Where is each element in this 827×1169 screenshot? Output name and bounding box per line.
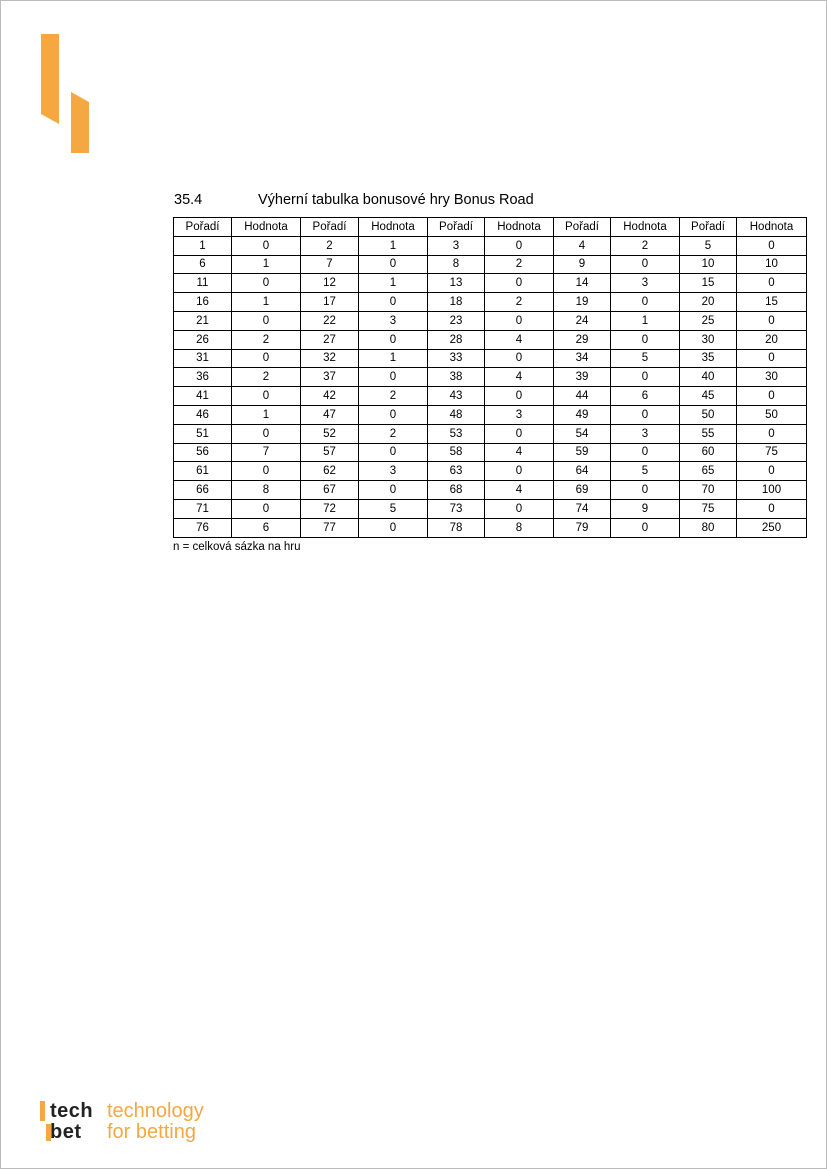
cell-hodnota: 3 [359, 311, 428, 330]
section-heading [174, 192, 534, 208]
cell-poradi: 53 [428, 424, 485, 443]
header-hodnota: Hodnota [737, 218, 807, 237]
cell-poradi: 26 [174, 330, 232, 349]
header-hodnota: Hodnota [359, 218, 428, 237]
cell-hodnota: 5 [611, 462, 680, 481]
cell-poradi: 42 [301, 387, 359, 406]
cell-hodnota: 0 [359, 443, 428, 462]
cell-hodnota: 0 [485, 236, 554, 255]
cell-hodnota: 9 [611, 499, 680, 518]
cell-hodnota: 15 [737, 293, 807, 312]
cell-hodnota: 4 [485, 443, 554, 462]
cell-hodnota: 0 [232, 387, 301, 406]
cell-poradi: 63 [428, 462, 485, 481]
cell-hodnota: 0 [611, 368, 680, 387]
cell-hodnota: 10 [737, 255, 807, 274]
header-poradi: Pořadí [428, 218, 485, 237]
cell-poradi: 21 [174, 311, 232, 330]
cell-hodnota: 1 [359, 236, 428, 255]
cell-hodnota: 5 [359, 499, 428, 518]
table-row [174, 349, 807, 368]
table-row [174, 518, 807, 537]
cell-poradi: 39 [554, 368, 611, 387]
cell-poradi: 67 [301, 481, 359, 500]
cell-poradi: 20 [680, 293, 737, 312]
cell-hodnota: 0 [232, 311, 301, 330]
cell-hodnota: 5 [611, 349, 680, 368]
cell-hodnota: 0 [485, 424, 554, 443]
cell-hodnota: 0 [737, 387, 807, 406]
cell-hodnota: 2 [232, 330, 301, 349]
cell-poradi: 15 [680, 274, 737, 293]
cell-poradi: 80 [680, 518, 737, 537]
cell-hodnota: 0 [232, 462, 301, 481]
cell-hodnota: 3 [359, 462, 428, 481]
cell-poradi: 13 [428, 274, 485, 293]
cell-poradi: 59 [554, 443, 611, 462]
cell-poradi: 25 [680, 311, 737, 330]
cell-hodnota: 6 [232, 518, 301, 537]
cell-hodnota: 1 [611, 311, 680, 330]
table-row [174, 368, 807, 387]
header-hodnota: Hodnota [611, 218, 680, 237]
cell-poradi: 75 [680, 499, 737, 518]
cell-poradi: 6 [174, 255, 232, 274]
cell-poradi: 45 [680, 387, 737, 406]
table-row [174, 387, 807, 406]
section-title: Výherní tabulka bonusové hry Bonus Road [258, 192, 534, 208]
cell-hodnota: 3 [485, 405, 554, 424]
logo-tagline-1: technology [107, 1100, 204, 1122]
cell-hodnota: 6 [611, 387, 680, 406]
table-row [174, 255, 807, 274]
cell-poradi: 61 [174, 462, 232, 481]
cell-poradi: 35 [680, 349, 737, 368]
cell-hodnota: 4 [485, 368, 554, 387]
cell-poradi: 31 [174, 349, 232, 368]
cell-poradi: 68 [428, 481, 485, 500]
cell-hodnota: 1 [232, 293, 301, 312]
cell-poradi: 33 [428, 349, 485, 368]
logo-bar-icon [40, 1101, 45, 1121]
cell-hodnota: 4 [485, 481, 554, 500]
cell-poradi: 14 [554, 274, 611, 293]
cell-hodnota: 0 [611, 405, 680, 424]
cell-hodnota: 1 [359, 274, 428, 293]
cell-hodnota: 0 [359, 255, 428, 274]
cell-hodnota: 0 [232, 424, 301, 443]
cell-hodnota: 0 [611, 443, 680, 462]
cell-hodnota: 8 [232, 481, 301, 500]
cell-poradi: 46 [174, 405, 232, 424]
cell-poradi: 23 [428, 311, 485, 330]
table-row [174, 274, 807, 293]
cell-poradi: 47 [301, 405, 359, 424]
table-row [174, 424, 807, 443]
logo-word-tech: tech [50, 1100, 94, 1122]
cell-hodnota: 2 [485, 293, 554, 312]
cell-poradi: 11 [174, 274, 232, 293]
cell-hodnota: 0 [485, 311, 554, 330]
cell-poradi: 2 [301, 236, 359, 255]
cell-hodnota: 4 [485, 330, 554, 349]
header-poradi: Pořadí [554, 218, 611, 237]
cell-hodnota: 20 [737, 330, 807, 349]
cell-poradi: 57 [301, 443, 359, 462]
cell-hodnota: 250 [737, 518, 807, 537]
cell-hodnota: 0 [737, 236, 807, 255]
cell-poradi: 30 [680, 330, 737, 349]
header-hodnota: Hodnota [232, 218, 301, 237]
cell-hodnota: 1 [232, 255, 301, 274]
cell-poradi: 32 [301, 349, 359, 368]
table-note: n = celková sázka na hru [173, 541, 301, 553]
table-row [174, 462, 807, 481]
cell-hodnota: 0 [359, 368, 428, 387]
cell-poradi: 72 [301, 499, 359, 518]
cell-poradi: 74 [554, 499, 611, 518]
cell-hodnota: 7 [232, 443, 301, 462]
cell-poradi: 73 [428, 499, 485, 518]
cell-hodnota: 3 [611, 424, 680, 443]
header-hodnota: Hodnota [485, 218, 554, 237]
table-row [174, 405, 807, 424]
cell-poradi: 27 [301, 330, 359, 349]
table-header-row [174, 218, 807, 237]
table-row [174, 311, 807, 330]
cell-hodnota: 0 [737, 274, 807, 293]
cell-hodnota: 0 [737, 349, 807, 368]
cell-hodnota: 75 [737, 443, 807, 462]
logo-word-bet: bet [50, 1121, 82, 1143]
cell-poradi: 40 [680, 368, 737, 387]
cell-hodnota: 0 [359, 518, 428, 537]
cell-poradi: 51 [174, 424, 232, 443]
brand-logo-mark [38, 32, 94, 156]
payout-table [173, 217, 807, 538]
cell-poradi: 17 [301, 293, 359, 312]
cell-poradi: 38 [428, 368, 485, 387]
cell-poradi: 76 [174, 518, 232, 537]
cell-hodnota: 2 [359, 424, 428, 443]
cell-poradi: 43 [428, 387, 485, 406]
cell-hodnota: 0 [737, 311, 807, 330]
cell-hodnota: 0 [359, 330, 428, 349]
cell-poradi: 3 [428, 236, 485, 255]
cell-hodnota: 0 [485, 462, 554, 481]
cell-hodnota: 0 [485, 274, 554, 293]
cell-poradi: 5 [680, 236, 737, 255]
cell-hodnota: 8 [485, 518, 554, 537]
cell-hodnota: 0 [232, 236, 301, 255]
table-row [174, 443, 807, 462]
cell-hodnota: 50 [737, 405, 807, 424]
cell-poradi: 4 [554, 236, 611, 255]
cell-poradi: 34 [554, 349, 611, 368]
table-row [174, 499, 807, 518]
cell-poradi: 19 [554, 293, 611, 312]
cell-poradi: 10 [680, 255, 737, 274]
logo-tagline-2: for betting [107, 1121, 196, 1143]
table-row [174, 293, 807, 312]
cell-hodnota: 0 [232, 349, 301, 368]
cell-poradi: 28 [428, 330, 485, 349]
cell-poradi: 71 [174, 499, 232, 518]
cell-poradi: 24 [554, 311, 611, 330]
cell-hodnota: 0 [737, 499, 807, 518]
cell-hodnota: 0 [232, 499, 301, 518]
cell-poradi: 18 [428, 293, 485, 312]
cell-poradi: 78 [428, 518, 485, 537]
cell-hodnota: 0 [485, 499, 554, 518]
cell-poradi: 48 [428, 405, 485, 424]
cell-hodnota: 2 [485, 255, 554, 274]
cell-poradi: 9 [554, 255, 611, 274]
cell-hodnota: 0 [485, 349, 554, 368]
cell-poradi: 29 [554, 330, 611, 349]
header-poradi: Pořadí [174, 218, 232, 237]
cell-poradi: 54 [554, 424, 611, 443]
cell-poradi: 44 [554, 387, 611, 406]
table-row [174, 330, 807, 349]
table-row [174, 481, 807, 500]
cell-hodnota: 0 [359, 293, 428, 312]
cell-hodnota: 100 [737, 481, 807, 500]
cell-poradi: 41 [174, 387, 232, 406]
cell-poradi: 60 [680, 443, 737, 462]
section-number: 35.4 [174, 192, 203, 208]
cell-poradi: 8 [428, 255, 485, 274]
cell-poradi: 1 [174, 236, 232, 255]
cell-hodnota: 0 [611, 481, 680, 500]
cell-hodnota: 0 [359, 405, 428, 424]
cell-hodnota: 0 [611, 255, 680, 274]
cell-poradi: 64 [554, 462, 611, 481]
cell-poradi: 62 [301, 462, 359, 481]
cell-poradi: 77 [301, 518, 359, 537]
cell-hodnota: 1 [232, 405, 301, 424]
cell-poradi: 50 [680, 405, 737, 424]
cell-poradi: 58 [428, 443, 485, 462]
cell-poradi: 55 [680, 424, 737, 443]
cell-poradi: 70 [680, 481, 737, 500]
table-row [174, 236, 807, 255]
cell-hodnota: 0 [737, 424, 807, 443]
cell-hodnota: 30 [737, 368, 807, 387]
cell-poradi: 16 [174, 293, 232, 312]
cell-hodnota: 0 [359, 481, 428, 500]
cell-poradi: 22 [301, 311, 359, 330]
cell-poradi: 12 [301, 274, 359, 293]
cell-hodnota: 0 [737, 462, 807, 481]
cell-poradi: 69 [554, 481, 611, 500]
cell-hodnota: 0 [232, 274, 301, 293]
cell-poradi: 66 [174, 481, 232, 500]
header-poradi: Pořadí [680, 218, 737, 237]
cell-hodnota: 3 [611, 274, 680, 293]
cell-poradi: 49 [554, 405, 611, 424]
cell-poradi: 36 [174, 368, 232, 387]
cell-hodnota: 0 [611, 518, 680, 537]
cell-poradi: 7 [301, 255, 359, 274]
cell-poradi: 79 [554, 518, 611, 537]
cell-poradi: 37 [301, 368, 359, 387]
cell-hodnota: 0 [611, 293, 680, 312]
header-poradi: Pořadí [301, 218, 359, 237]
cell-poradi: 65 [680, 462, 737, 481]
cell-hodnota: 1 [359, 349, 428, 368]
cell-hodnota: 0 [485, 387, 554, 406]
cell-hodnota: 2 [611, 236, 680, 255]
cell-hodnota: 2 [359, 387, 428, 406]
cell-poradi: 56 [174, 443, 232, 462]
cell-hodnota: 0 [611, 330, 680, 349]
cell-hodnota: 2 [232, 368, 301, 387]
cell-poradi: 52 [301, 424, 359, 443]
